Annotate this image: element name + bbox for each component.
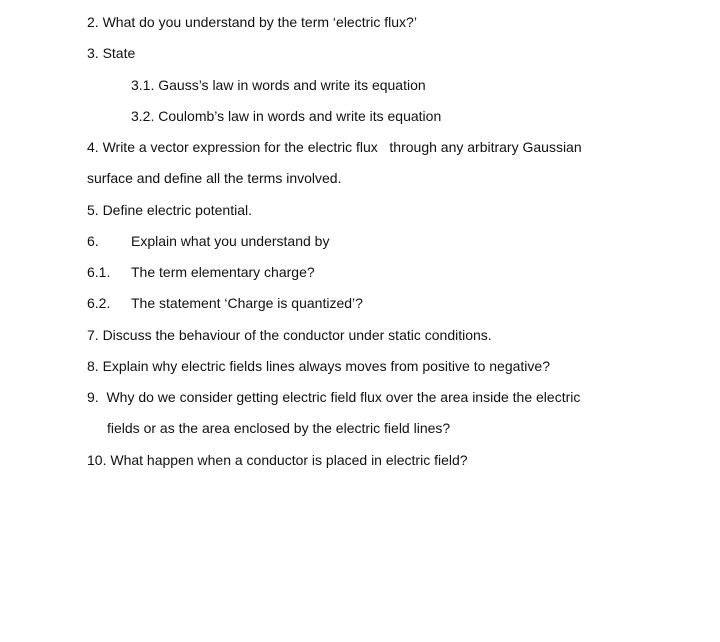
question-6-1-text: The term elementary charge? (131, 264, 315, 280)
question-4-line-2: surface and define all the terms involved. (87, 170, 342, 186)
question-7: 7. Discuss the behaviour of the conductor under static conditions. (87, 327, 492, 343)
question-3-2: 3.2. Coulomb’s law in words and write its equation (131, 108, 442, 124)
question-6-number: 6. (87, 233, 99, 249)
question-10: 10. What happen when a conductor is placed in electric field? (87, 452, 468, 468)
question-9-line-2: fields or as the area enclosed by the electric field lines? (107, 420, 451, 436)
question-6-1-number: 6.1. (87, 264, 111, 280)
question-6-text: Explain what you understand by (131, 233, 330, 249)
question-6-2-number: 6.2. (87, 295, 111, 311)
question-6-2-text: The statement ‘Charge is quantized’? (131, 295, 363, 311)
question-3-1: 3.1. Gauss’s law in words and write its equation (131, 77, 426, 93)
question-5: 5. Define electric potential. (87, 202, 252, 218)
question-3: 3. State (87, 45, 136, 61)
question-9-line-1: 9. Why do we consider getting electric field flux over the area inside the electric (87, 389, 581, 405)
question-2: 2. What do you understand by the term ‘electric flux?’ (87, 14, 417, 30)
question-4-line-1: 4. Write a vector expression for the electric flux through any arbitrary Gaussian (87, 139, 582, 155)
question-8: 8. Explain why electric fields lines always moves from positive to negative? (87, 358, 550, 374)
